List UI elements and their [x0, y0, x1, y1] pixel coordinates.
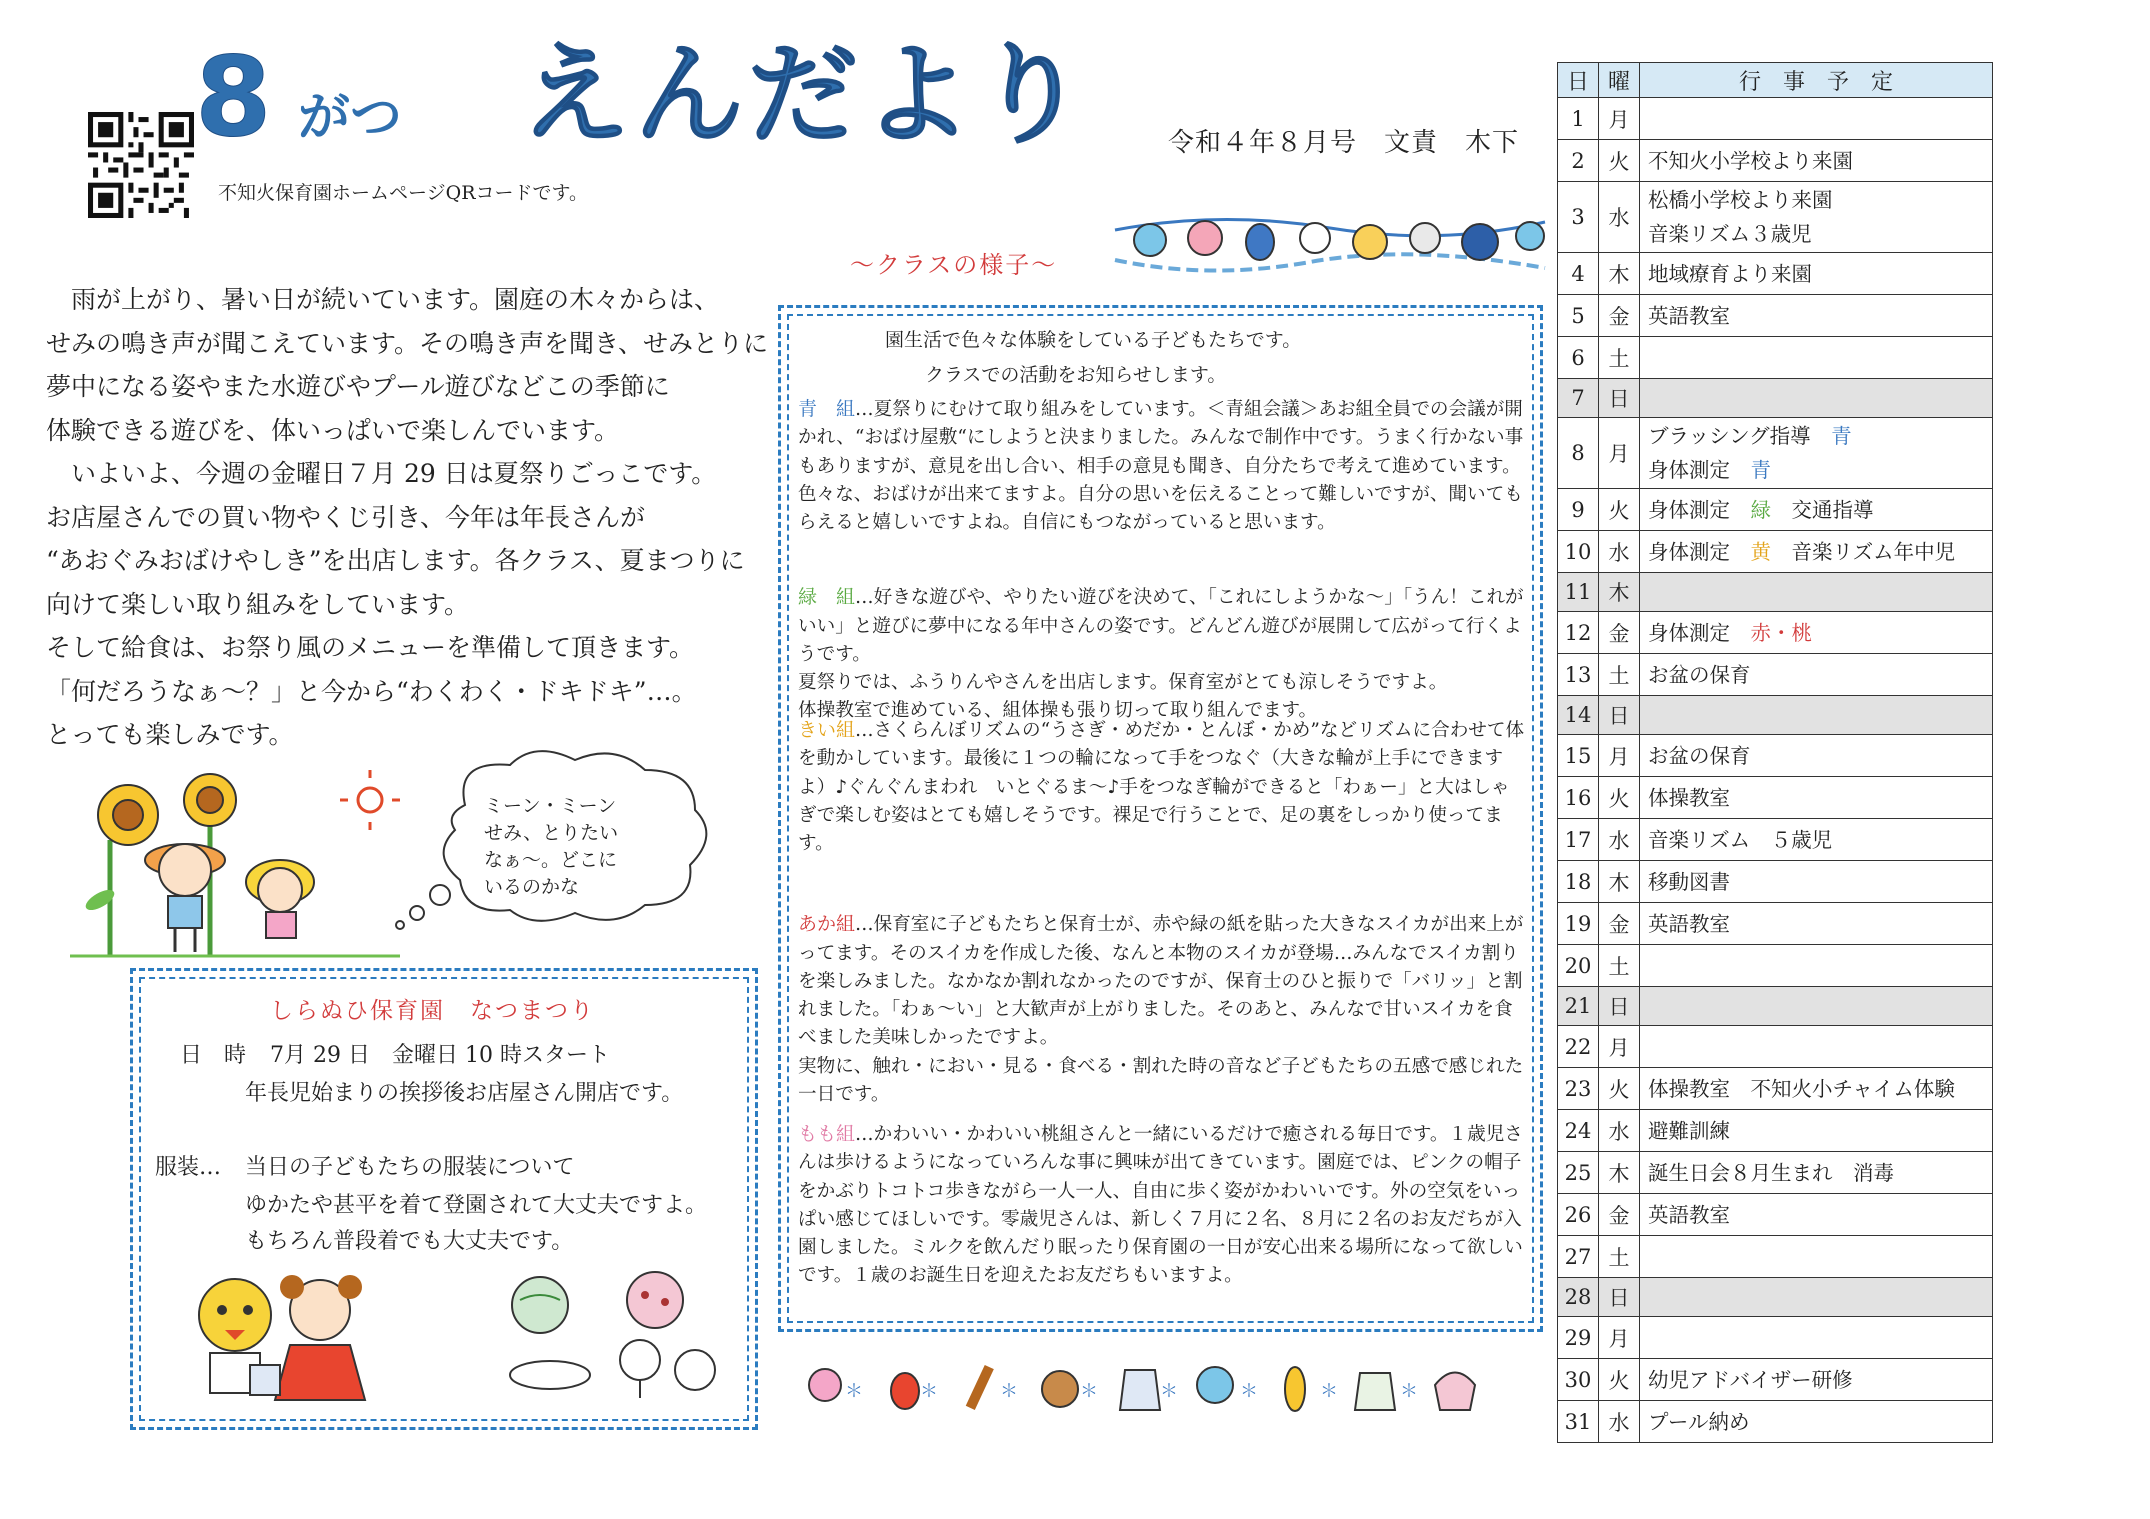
calendar-events — [1640, 1152, 1993, 1194]
calendar-event-text: 身体測定 — [1648, 497, 1751, 522]
calendar-weekday: 金 — [1599, 1194, 1640, 1236]
calendar-events — [1640, 1068, 1993, 1110]
calendar-weekday: 木 — [1599, 861, 1640, 903]
calendar-row — [1558, 182, 1993, 253]
festival-garland-illustration — [1110, 200, 1550, 290]
calendar-row — [1558, 1068, 1993, 1110]
calendar-weekday: 月 — [1599, 1317, 1640, 1359]
calendar-event-text: 青 — [1750, 458, 1771, 482]
class-report-text: …保育室に子どもたちと保育士が、赤や緑の紙を貼った大きなスイカが出来上がってます。そのスイカを作成した後、なんと本物のスイカが登場…みんなでスイカ割りを楽しみました。なかなか割れなかったのですが、保育士のひと振りで「バリッ」と割れました。「わぁ～い」と大歓声が上がりました。そのあと、みんなで甘いスイカを食べました美味しかったですよ。 実物に、触れ・におい・見る・食べる・割れた時の音など子どもたちの五感で感じれた一日です。 — [798, 914, 1524, 1106]
calendar-day: 3 — [1558, 182, 1599, 253]
calendar-event-text: 緑 — [1750, 497, 1771, 522]
calendar-events — [1640, 1317, 1993, 1359]
calendar-events — [1640, 1359, 1993, 1401]
festival-dress-line: ゆかたや甚平を着て登園されて大丈夫ですよ。 — [245, 1193, 708, 1218]
calendar-event-line — [1648, 183, 1992, 217]
calendar-event-text: 体操教室 — [1648, 785, 1730, 810]
calendar-row — [1558, 1152, 1993, 1194]
calendar-row — [1558, 1278, 1993, 1317]
calendar-day: 31 — [1558, 1401, 1599, 1443]
intro-line: 雨が上がり、暑い日が続いています。園庭の木々からは、 — [46, 285, 720, 314]
calendar-day: 17 — [1558, 819, 1599, 861]
calendar-day: 29 — [1558, 1317, 1599, 1359]
title-month-suffix: がつ — [298, 88, 403, 148]
title-month-number: 8 — [195, 33, 274, 161]
calendar-event-text: お盆の保育 — [1648, 743, 1751, 768]
calendar-row — [1558, 735, 1993, 777]
calendar-event-text: 不知火小学校より来園 — [1648, 148, 1853, 173]
calendar-day: 9 — [1558, 489, 1599, 531]
calendar-events — [1640, 1194, 1993, 1236]
calendar-row — [1558, 861, 1993, 903]
calendar-weekday: 日 — [1599, 696, 1640, 735]
calendar-event-text: 誕生日会８月生まれ 消毒 — [1648, 1160, 1894, 1185]
calendar-day: 19 — [1558, 903, 1599, 945]
calendar-event-line — [1648, 1363, 1992, 1397]
calendar-weekday: 木 — [1599, 573, 1640, 612]
calendar-event-line — [1648, 823, 1992, 857]
calendar-day: 5 — [1558, 295, 1599, 337]
calendar-weekday: 月 — [1599, 98, 1640, 140]
festival-dress-line: もちろん普段着でも大丈夫です。 — [245, 1229, 574, 1254]
calendar-event-line — [1648, 217, 1992, 251]
calendar-event-text: 青 — [1831, 424, 1852, 448]
intro-line: “あおぐみおばけやしき”を出店します。各クラス、夏まつりに — [46, 546, 745, 575]
calendar-events — [1640, 945, 1993, 987]
svg-text:＊: ＊ — [1240, 1381, 1258, 1402]
calendar-events — [1640, 98, 1993, 140]
class-report-green — [798, 555, 1528, 726]
calendar-events — [1640, 1110, 1993, 1152]
calendar-weekday: 土 — [1599, 337, 1640, 379]
calendar-event-text: プール納め — [1648, 1409, 1750, 1434]
calendar-event-text: 松橋小学校より来園 — [1648, 188, 1833, 212]
calendar-event-text: 移動図書 — [1648, 869, 1730, 894]
intro-line: いよいよ、今週の金曜日７月 29 日は夏祭りごっこです。 — [46, 459, 717, 488]
class-name-pink: もも組 — [798, 1123, 856, 1145]
calendar-weekday: 木 — [1599, 1152, 1640, 1194]
calendar-events — [1640, 140, 1993, 182]
bubble-line: せみ、とりたい — [484, 822, 619, 844]
calendar-day: 24 — [1558, 1110, 1599, 1152]
calendar-events — [1640, 295, 1993, 337]
calendar-header-events: 行 事 予 定 — [1640, 63, 1993, 98]
calendar-row — [1558, 379, 1993, 418]
calendar-event-line — [1648, 299, 1992, 333]
class-name-yellow: きい組 — [798, 719, 856, 741]
calendar-day: 26 — [1558, 1194, 1599, 1236]
calendar-event-text: 体操教室 不知火小チャイム体験 — [1648, 1076, 1955, 1101]
calendar-events — [1640, 337, 1993, 379]
calendar-row — [1558, 98, 1993, 140]
class-report-text: …夏祭りにむけて取り組みをしています。＜青組会議＞あお組全員での会議が開かれ、“おばけ屋敷“にしようと決まりました。みんなで制作中です。うまく行かない事もありますが、意見を出し合い、相手の意見も聞き、自分たちで考えて進めています。色々な、おばけが出来てますよ。自分の思いを伝えることって難しいですが、聞いてもらえると嬉しいですよね。自信にもつながっていると思います。 — [798, 399, 1524, 534]
calendar-row — [1558, 1026, 1993, 1068]
calendar-event-text: お盆の保育 — [1648, 662, 1751, 687]
calendar-day: 15 — [1558, 735, 1599, 777]
calendar-event-text: 音楽リズム ５歳児 — [1648, 827, 1833, 852]
festival-dress-label: 服装… — [155, 1155, 222, 1180]
calendar-events — [1640, 987, 1993, 1026]
calendar-event-text: 避難訓練 — [1648, 1118, 1730, 1143]
calendar-day: 25 — [1558, 1152, 1599, 1194]
calendar-weekday: 水 — [1599, 531, 1640, 573]
intro-line: 夢中になる姿やまた水遊びやプール遊びなどこの季節に — [46, 372, 670, 401]
calendar-weekday: 水 — [1599, 1401, 1640, 1443]
class-report-text: …好きな遊びや、やりたい遊びを決めて、「これにしようかな～」「うん！これがいい」と遊びに夢中になる年中さんの姿です。どんどん遊びが展開して広がって行くようです。 夏祭りでは、ふうりんやさんを出店します。保育室がとても涼しそうですよ。 体操教室で進めている、組体操も張り切って取り組んでます。 — [798, 587, 1524, 722]
calendar-event-line — [1648, 419, 1992, 453]
class-name-red: あか組 — [798, 913, 856, 936]
calendar-event-line — [1648, 739, 1992, 773]
calendar-event-text: 幼児アドバイザー研修 — [1648, 1367, 1853, 1392]
calendar-events — [1640, 777, 1993, 819]
calendar-row — [1558, 945, 1993, 987]
intro-line: 体験できる遊びを、体いっぱいで楽しんでいます。 — [46, 415, 620, 445]
calendar-event-text: 英語教室 — [1648, 1202, 1730, 1227]
calendar-weekday: 火 — [1599, 489, 1640, 531]
kids-festival-illustration — [180, 1265, 420, 1415]
calendar-event-line — [1648, 1114, 1992, 1148]
class-report-red — [798, 882, 1528, 1109]
calendar-event-text: 身体測定 — [1648, 539, 1751, 564]
calendar-weekday: 火 — [1599, 777, 1640, 819]
calendar-weekday: 月 — [1599, 1026, 1640, 1068]
calendar-event-line — [1648, 1198, 1992, 1232]
calendar-row — [1558, 140, 1993, 182]
calendar-event-line — [1648, 535, 1992, 569]
calendar-event-line — [1648, 144, 1992, 178]
calendar-event-line — [1648, 453, 1992, 487]
calendar-events — [1640, 379, 1993, 418]
festival-items-border — [805, 1355, 1525, 1425]
calendar-event-line — [1648, 493, 1992, 527]
calendar-events — [1640, 489, 1993, 531]
svg-text:＊: ＊ — [1080, 1381, 1098, 1402]
calendar-event-text: 黄 — [1750, 539, 1771, 564]
festival-datetime-value: 7月 29 日 金曜日 10 時スタート — [270, 1043, 610, 1068]
calendar-weekday: 土 — [1599, 1236, 1640, 1278]
calendar-row — [1558, 1194, 1993, 1236]
calendar-row — [1558, 777, 1993, 819]
event-calendar — [1557, 62, 1993, 1443]
calendar-event-text: 赤・桃 — [1750, 620, 1812, 645]
festival-datetime-note: 年長児始まりの挨拶後お店屋さん開店です。 — [245, 1081, 684, 1106]
calendar-day: 7 — [1558, 379, 1599, 418]
class-report-blue — [798, 395, 1528, 537]
calendar-weekday: 火 — [1599, 1068, 1640, 1110]
bubble-line: なぁ～。どこに — [484, 849, 618, 871]
calendar-events — [1640, 1026, 1993, 1068]
calendar-event-line — [1648, 1072, 1992, 1106]
calendar-row — [1558, 531, 1993, 573]
calendar-row — [1558, 819, 1993, 861]
page-title: えんだより — [520, 31, 1090, 159]
intro-line: せみの鳴き声が聞こえています。その鳴き声を聞き、せみとりに — [46, 328, 769, 358]
calendar-events — [1640, 1278, 1993, 1317]
calendar-row — [1558, 987, 1993, 1026]
calendar-day: 23 — [1558, 1068, 1599, 1110]
calendar-header-weekday: 曜 — [1599, 63, 1640, 98]
calendar-weekday: 水 — [1599, 182, 1640, 253]
calendar-event-line — [1648, 907, 1992, 941]
calendar-row — [1558, 612, 1993, 654]
calendar-weekday: 日 — [1599, 379, 1640, 418]
festival-goods-illustration — [490, 1270, 730, 1400]
calendar-event-text: 音楽リズム年中児 — [1771, 539, 1956, 564]
calendar-events — [1640, 573, 1993, 612]
intro-line: そして給食は、お祭り風のメニューを準備して頂きます。 — [46, 633, 695, 662]
calendar-day: 30 — [1558, 1359, 1599, 1401]
class-section-heading: ～クラスの様子～ — [850, 251, 1058, 279]
calendar-day: 13 — [1558, 654, 1599, 696]
class-report-yellow — [798, 716, 1528, 858]
calendar-weekday: 水 — [1599, 1110, 1640, 1152]
svg-text:＊: ＊ — [1400, 1381, 1418, 1402]
qr-code-icon — [88, 112, 194, 218]
bubble-line: ミーン・ミーン — [484, 795, 617, 817]
calendar-header-row — [1558, 63, 1993, 98]
calendar-events — [1640, 531, 1993, 573]
calendar-event-text: 地域療育より来園 — [1648, 261, 1812, 286]
calendar-day: 8 — [1558, 418, 1599, 489]
calendar-event-text: 身体測定 — [1648, 458, 1751, 482]
calendar-row — [1558, 903, 1993, 945]
svg-text:＊: ＊ — [845, 1381, 863, 1402]
calendar-day: 20 — [1558, 945, 1599, 987]
calendar-row — [1558, 1359, 1993, 1401]
calendar-events — [1640, 654, 1993, 696]
calendar-day: 16 — [1558, 777, 1599, 819]
calendar-events — [1640, 696, 1993, 735]
calendar-events — [1640, 861, 1993, 903]
calendar-events — [1640, 1236, 1993, 1278]
intro-line: 「何だろうなぁ～？」と今から“わくわく・ドキドキ”…。 — [46, 676, 697, 706]
calendar-day: 6 — [1558, 337, 1599, 379]
calendar-row — [1558, 1110, 1993, 1152]
calendar-row — [1558, 654, 1993, 696]
calendar-event-line — [1648, 257, 1992, 291]
calendar-weekday: 火 — [1599, 140, 1640, 182]
thought-bubble-text — [484, 793, 618, 901]
calendar-day: 27 — [1558, 1236, 1599, 1278]
calendar-event-line — [1648, 616, 1992, 650]
svg-text:＊: ＊ — [1320, 1381, 1338, 1402]
calendar-events — [1640, 903, 1993, 945]
svg-text:＊: ＊ — [920, 1381, 938, 1402]
calendar-event-text: 交通指導 — [1771, 497, 1874, 522]
calendar-day: 18 — [1558, 861, 1599, 903]
calendar-event-text: 身体測定 — [1648, 620, 1751, 645]
calendar-row — [1558, 253, 1993, 295]
calendar-events — [1640, 1401, 1993, 1443]
calendar-weekday: 金 — [1599, 612, 1640, 654]
qr-caption: 不知火保育園ホームページQRコードです。 — [218, 182, 588, 204]
calendar-events — [1640, 612, 1993, 654]
festival-datetime-label: 日 時 — [180, 1043, 247, 1068]
calendar-day: 4 — [1558, 253, 1599, 295]
calendar-event-text: 音楽リズム３歳児 — [1648, 222, 1812, 246]
class-name-green: 緑 組 — [798, 586, 856, 609]
class-report-text: …かわいい・かわいい桃組さんと一緒にいるだけで癒される毎日です。１歳児さんは歩けるようになっていろんな事に興味が出てきています。園庭では、ピンクの帽子をかぶりトコトコ歩きながら一人一人、自由に歩く姿がかわいいです。外の空気をいっぱい感じてほしいです。零歳児さんは、新しく７月に２名、８月に２名のお友だちが入園しました。ミルクを飲んだり眠ったり保育園の一日が安心出来る場所になって欲しいです。１歳のお誕生日を迎えたお友だちもいますよ。 — [798, 1124, 1523, 1287]
calendar-day: 1 — [1558, 98, 1599, 140]
calendar-event-text: 英語教室 — [1648, 303, 1730, 328]
calendar-event-line — [1648, 865, 1992, 899]
bubble-line: いるのかな — [484, 876, 580, 898]
calendar-weekday: 木 — [1599, 253, 1640, 295]
calendar-row — [1558, 295, 1993, 337]
class-name-blue: 青 組 — [798, 398, 856, 420]
calendar-row — [1558, 1236, 1993, 1278]
calendar-row — [1558, 573, 1993, 612]
calendar-weekday: 土 — [1599, 945, 1640, 987]
calendar-events — [1640, 418, 1993, 489]
calendar-day: 28 — [1558, 1278, 1599, 1317]
intro-paragraph — [46, 278, 776, 757]
calendar-row — [1558, 418, 1993, 489]
calendar-day: 11 — [1558, 573, 1599, 612]
calendar-events — [1640, 735, 1993, 777]
issue-info: 令和４年８月号 文責 木下 — [1168, 128, 1520, 158]
intro-line: 向けて楽しい取り組みをしています。 — [46, 589, 470, 619]
calendar-event-line — [1648, 781, 1992, 815]
calendar-events — [1640, 253, 1993, 295]
class-intro-line: 園生活で色々な体験をしている子どもたちです。 — [885, 329, 1302, 351]
calendar-day: 21 — [1558, 987, 1599, 1026]
calendar-row — [1558, 1317, 1993, 1359]
calendar-events — [1640, 182, 1993, 253]
calendar-day: 10 — [1558, 531, 1599, 573]
intro-line: とっても楽しみです。 — [46, 720, 294, 749]
festival-dress-line: 当日の子どもたちの服装について — [245, 1155, 575, 1180]
calendar-event-line — [1648, 1405, 1992, 1439]
calendar-row — [1558, 489, 1993, 531]
calendar-event-text: ブラッシング指導 — [1648, 424, 1832, 448]
calendar-row — [1558, 696, 1993, 735]
calendar-weekday: 日 — [1599, 987, 1640, 1026]
calendar-weekday: 月 — [1599, 735, 1640, 777]
class-report-text: …さくらんぼリズムの“うさぎ・めだか・とんぼ・かめ”などリズムに合わせて体を動かしています。最後に１つの輪になって手をつなぐ（大きな輪が上手にできますよ）♪ぐんぐんまわれ いとぐるま～♪手をつなぎ輪ができると「わぁー」と大はしゃぎで楽しむ姿はとても嬉しそうです。裸足で行うことで、足の裏をしっかり使ってます。 — [798, 720, 1525, 855]
svg-text:＊: ＊ — [1160, 1381, 1178, 1402]
calendar-row — [1558, 337, 1993, 379]
calendar-event-line — [1648, 658, 1992, 692]
calendar-weekday: 土 — [1599, 654, 1640, 696]
calendar-weekday: 水 — [1599, 819, 1640, 861]
class-report-pink — [798, 1120, 1528, 1291]
calendar-header-day: 日 — [1558, 63, 1599, 98]
calendar-event-line — [1648, 1156, 1992, 1190]
calendar-events — [1640, 819, 1993, 861]
calendar-day: 12 — [1558, 612, 1599, 654]
festival-title: しらぬひ保育園 なつまつり — [270, 998, 595, 1024]
calendar-weekday: 金 — [1599, 903, 1640, 945]
calendar-day: 14 — [1558, 696, 1599, 735]
calendar-event-text: 英語教室 — [1648, 911, 1730, 936]
calendar-weekday: 日 — [1599, 1278, 1640, 1317]
intro-line: お店屋さんでの買い物やくじ引き、今年は年長さんが — [46, 502, 646, 532]
calendar-weekday: 金 — [1599, 295, 1640, 337]
calendar-day: 22 — [1558, 1026, 1599, 1068]
calendar-weekday: 火 — [1599, 1359, 1640, 1401]
calendar-day: 2 — [1558, 140, 1599, 182]
calendar-row — [1558, 1401, 1993, 1443]
class-intro-line: クラスでの活動をお知らせします。 — [925, 364, 1227, 386]
svg-text:＊: ＊ — [1000, 1381, 1018, 1402]
calendar-weekday: 月 — [1599, 418, 1640, 489]
